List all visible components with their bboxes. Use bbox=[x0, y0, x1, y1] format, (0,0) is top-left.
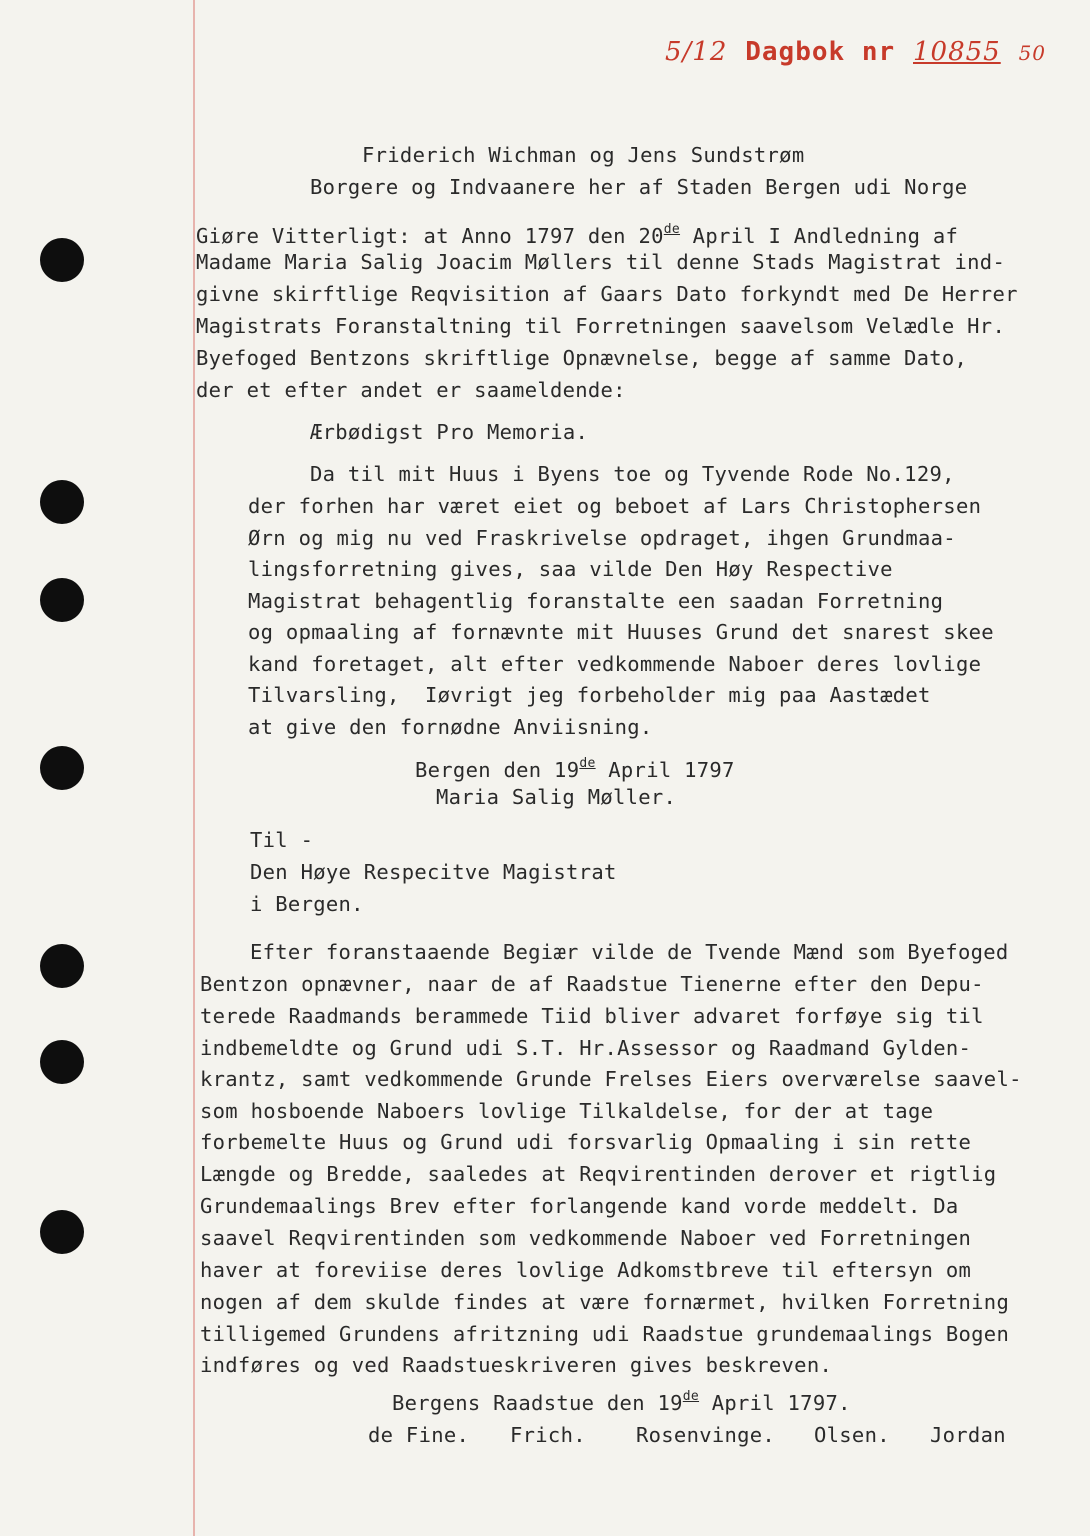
memo-line: lingsforretning gives, saa vilde Den Høy Respective bbox=[248, 557, 893, 581]
stamp-label: Dagbok nr bbox=[745, 37, 896, 67]
memo-line: Da til mit Huus i Byens toe og Tyvende Rode No.129, bbox=[310, 462, 955, 486]
resolution-date: Bergens Raadstue den 19de April 1797. bbox=[392, 1389, 851, 1415]
intro-line: givne skirftlige Reqvisition af Gaars Dato forkyndt med De Herrer bbox=[196, 282, 1018, 306]
intro-line: Magistrats Foranstaltning til Forretningen saavelsom Velædle Hr. bbox=[196, 314, 1006, 338]
resolution-line: terede Raadmands berammede Tiid bliver advaret forføye sig til bbox=[200, 1004, 984, 1028]
signatory: de Fine. bbox=[368, 1423, 470, 1447]
intro-line: Madame Maria Salig Joacim Møllers til denne Stads Magistrat ind- bbox=[196, 250, 1006, 274]
stamp-number: 10855 bbox=[913, 37, 1001, 67]
memo-line: Tilvarsling, Iøvrigt jeg forbeholder mig paa Aastædet bbox=[248, 683, 931, 707]
resolution-line: som hosboende Naboers lovlige Tilkaldelse, for der at tage bbox=[200, 1099, 934, 1123]
punch-hole bbox=[40, 1210, 84, 1254]
punch-hole bbox=[40, 1040, 84, 1084]
resolution-line: krantz, samt vedkommende Grunde Frelses Eiers overværelse saavel- bbox=[200, 1067, 1022, 1091]
journal-stamp bbox=[665, 34, 1046, 67]
punch-hole bbox=[40, 944, 84, 988]
memo-line: og opmaaling af fornævnte mit Huuses Grund det snarest skee bbox=[248, 620, 994, 644]
address-line: Til - bbox=[250, 828, 314, 852]
signatory: Rosenvinge. bbox=[636, 1423, 776, 1447]
header-line: Friderich Wichman og Jens Sundstrøm bbox=[362, 143, 805, 167]
intro-line: Giøre Vitterligt: at Anno 1797 den 20de April I Andledning af bbox=[196, 222, 959, 248]
resolution-line: forbemelte Huus og Grund udi forsvarlig Opmaaling i sin rette bbox=[200, 1130, 972, 1154]
memo-line: der forhen har været eiet og beboet af Lars Christophersen bbox=[248, 494, 982, 518]
memo-line: Magistrat behagentlig foranstalte een saadan Forretning bbox=[248, 589, 944, 613]
resolution-line: nogen af dem skulde findes at være fornærmet, hvilken Forretning bbox=[200, 1290, 1010, 1314]
resolution-line: indbemeldte og Grund udi S.T. Hr.Assessor og Raadmand Gylden- bbox=[200, 1036, 972, 1060]
memo-line: at give den fornødne Anviisning. bbox=[248, 715, 653, 739]
margin-rule bbox=[193, 0, 195, 1536]
resolution-line: Grundemaalings Brev efter forlangende kand vorde meddelt. Da bbox=[200, 1194, 959, 1218]
stamp-date: 5/12 bbox=[665, 37, 728, 67]
punch-hole bbox=[40, 480, 84, 524]
punch-hole bbox=[40, 746, 84, 790]
address-line: i Bergen. bbox=[250, 892, 364, 916]
intro-line: der et efter andet er saameldende: bbox=[196, 378, 626, 402]
resolution-line: saavel Reqvirentinden som vedkommende Naboer ved Forretningen bbox=[200, 1226, 972, 1250]
memo-heading: Ærbødigst Pro Memoria. bbox=[310, 420, 589, 444]
resolution-line: indføres og ved Raadstueskriveren gives beskreven. bbox=[200, 1353, 833, 1377]
memo-signature: Maria Salig Møller. bbox=[436, 785, 677, 809]
punch-hole bbox=[40, 578, 84, 622]
signatory: Jordan bbox=[930, 1423, 1006, 1447]
intro-line: Byefoged Bentzons skriftlige Opnævnelse, begge af samme Dato, bbox=[196, 346, 968, 370]
signatory: Olsen. bbox=[814, 1423, 890, 1447]
address-line: Den Høye Respecitve Magistrat bbox=[250, 860, 617, 884]
memo-date: Bergen den 19de April 1797 bbox=[415, 756, 735, 782]
resolution-line: Efter foranstaaende Begiær vilde de Tvende Mænd som Byefoged bbox=[250, 940, 1009, 964]
header-line: Borgere og Indvaanere her af Staden Bergen udi Norge bbox=[310, 175, 968, 199]
stamp-year: 50 bbox=[1018, 41, 1047, 65]
memo-line: kand foretaget, alt efter vedkommende Naboer deres lovlige bbox=[248, 652, 982, 676]
resolution-line: haver at foreviise deres lovlige Adkomstbreve til eftersyn om bbox=[200, 1258, 972, 1282]
resolution-line: tilligemed Grundens afritzning udi Raadstue grundemaalings Bogen bbox=[200, 1322, 1010, 1346]
punch-hole bbox=[40, 238, 84, 282]
memo-line: Ørn og mig nu ved Fraskrivelse opdraget, ihgen Grundmaa- bbox=[248, 526, 956, 550]
signatory: Frich. bbox=[510, 1423, 586, 1447]
resolution-line: Bentzon opnævner, naar de af Raadstue Tienerne efter den Depu- bbox=[200, 972, 984, 996]
resolution-line: Længde og Bredde, saaledes at Reqvirentinden derover et rigtlig bbox=[200, 1162, 997, 1186]
